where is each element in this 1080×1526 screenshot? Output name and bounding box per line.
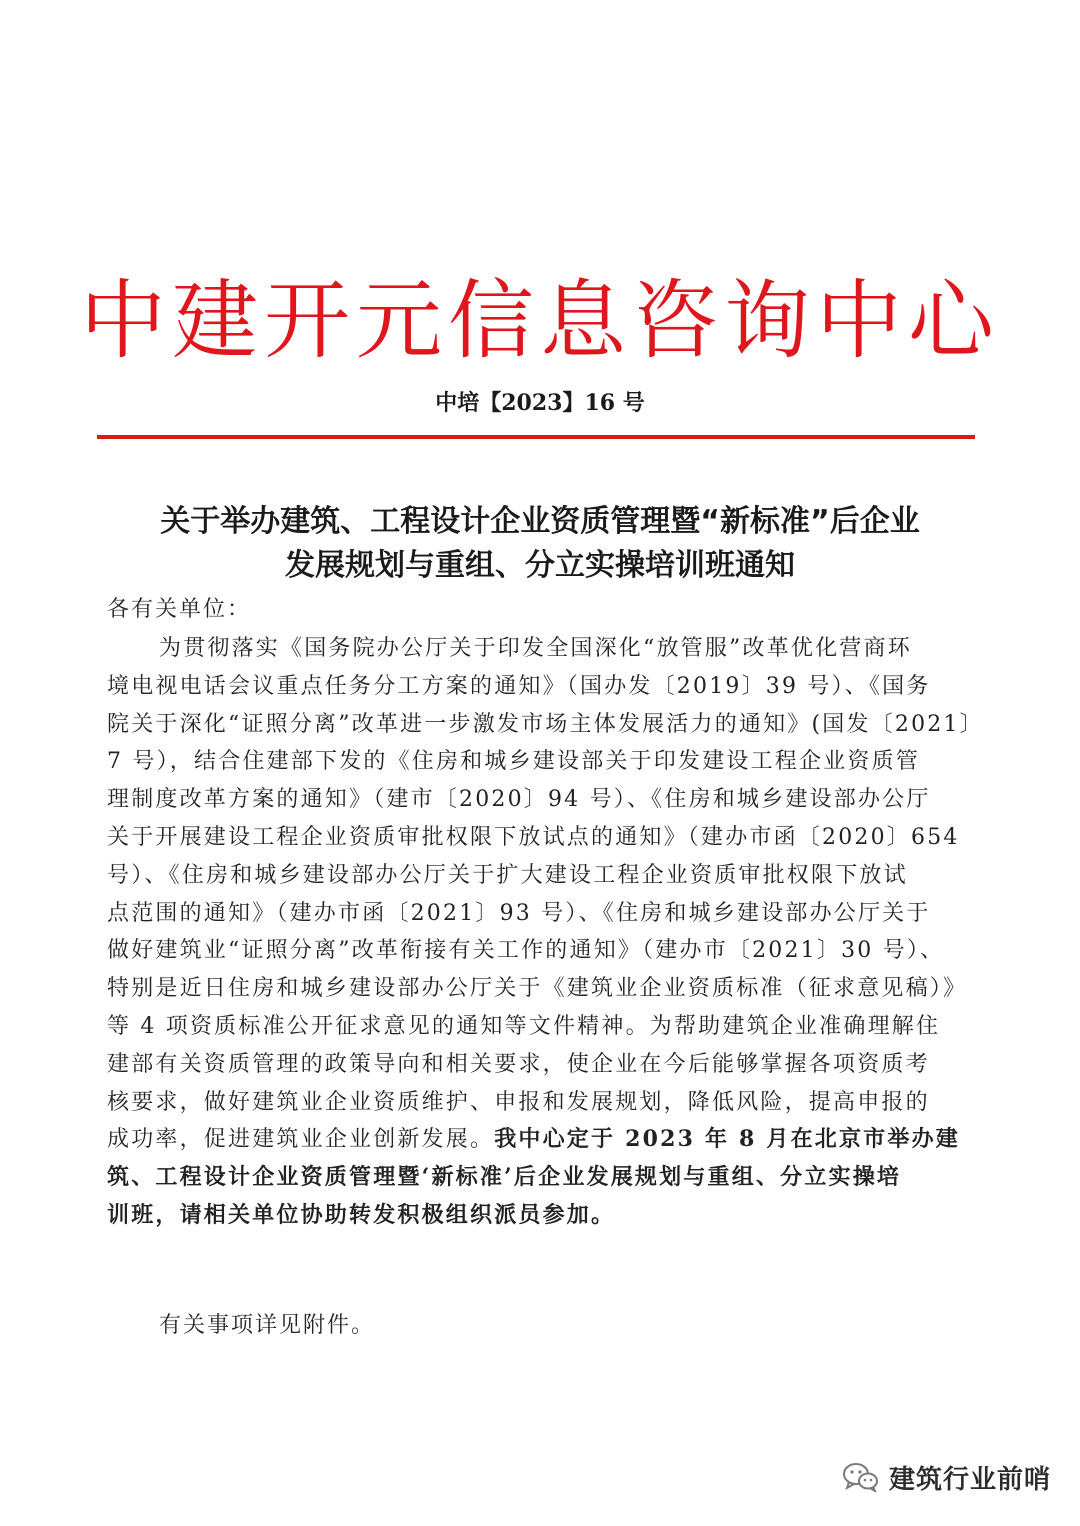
- red-divider-line: [97, 435, 975, 439]
- body-line: 关于开展建设工程企业资质审批权限下放试点的通知》（建办市函〔2020〕654: [107, 824, 960, 850]
- account-name: 建筑行业前哨: [889, 1464, 1052, 1495]
- organization-masthead: 中建开元信息咨询中心: [80, 271, 1000, 371]
- body-line: 7 号），结合住建部下发的《住房和城乡建设部关于印发建设工程企业资质管: [107, 749, 920, 775]
- body-line: 核要求，做好建筑业企业资质维护、申报和发展规划，降低风险，提高申报的: [107, 1089, 930, 1115]
- notice-title-line-2: 发展规划与重组、分立实操培训班通知: [285, 548, 795, 583]
- body-line: 为贯彻落实《国务院办公厅关于印发全国深化“放管服”改革优化营商环: [159, 636, 912, 661]
- notice-title: [70, 500, 1010, 588]
- body-line: 理制度改革方案的通知》（建市〔2020〕94 号）、《住房和城乡建设部办公厅: [107, 787, 931, 813]
- body-line-bold-part: 我中心定于 2023 年 8 月在北京市举办建: [494, 1126, 960, 1153]
- body-line-bold: [107, 1159, 969, 1197]
- body-line-bold: [107, 1197, 969, 1235]
- body-line: 点范围的通知》（建办市函〔2021〕93 号）、《住房和城乡建设部办公厅关于: [107, 900, 931, 926]
- bold-text: 筑、工程设计企业资质管理暨‘新标准’后企业发展规划与重组、分立实操培: [107, 1164, 902, 1191]
- body-line: 院关于深化“证照分离”改革进一步激发市场主体发展活力的通知》(国发〔2021〕: [107, 711, 984, 737]
- wechat-icon: [843, 1462, 879, 1492]
- notice-body: [107, 630, 984, 1235]
- document-number: 中培【2023】16 号: [435, 390, 645, 416]
- body-line: 做好建筑业“证照分离”改革衔接有关工作的通知》（建办市〔2021〕30 号）、: [107, 938, 945, 964]
- bold-text: 训班，请相关单位协助转发积极组织派员参加。: [107, 1201, 616, 1228]
- closing-line: 有关事项详见附件。: [159, 1313, 376, 1338]
- account-watermark: [843, 1454, 1051, 1500]
- body-line-mixed: [107, 1121, 969, 1159]
- body-line: 境电视电话会议重点任务分工方案的通知》（国办发〔2019〕39 号）、《国务: [107, 673, 931, 699]
- body-line: 等 4 项资质标准公开征求意见的通知等文件精神。为帮助建筑企业准确理解住: [107, 1013, 941, 1039]
- body-line: 特别是近日住房和城乡建设部办公厅关于《建筑业企业资质标准（征求意见稿）》: [107, 976, 968, 1002]
- body-line: 号）、《住房和城乡建设部办公厅关于扩大建设工程企业资质审批权限下放试: [107, 862, 908, 888]
- notice-title-line-1: 关于举办建筑、工程设计企业资质管理暨“新标准”后企业: [160, 504, 920, 539]
- salutation: 各有关单位：: [107, 597, 252, 622]
- body-line: 建部有关资质管理的政策导向和相关要求，使企业在今后能够掌握各项资质考: [107, 1051, 930, 1077]
- body-line-normal-part: 成功率，促进建筑业企业创新发展。: [107, 1127, 495, 1153]
